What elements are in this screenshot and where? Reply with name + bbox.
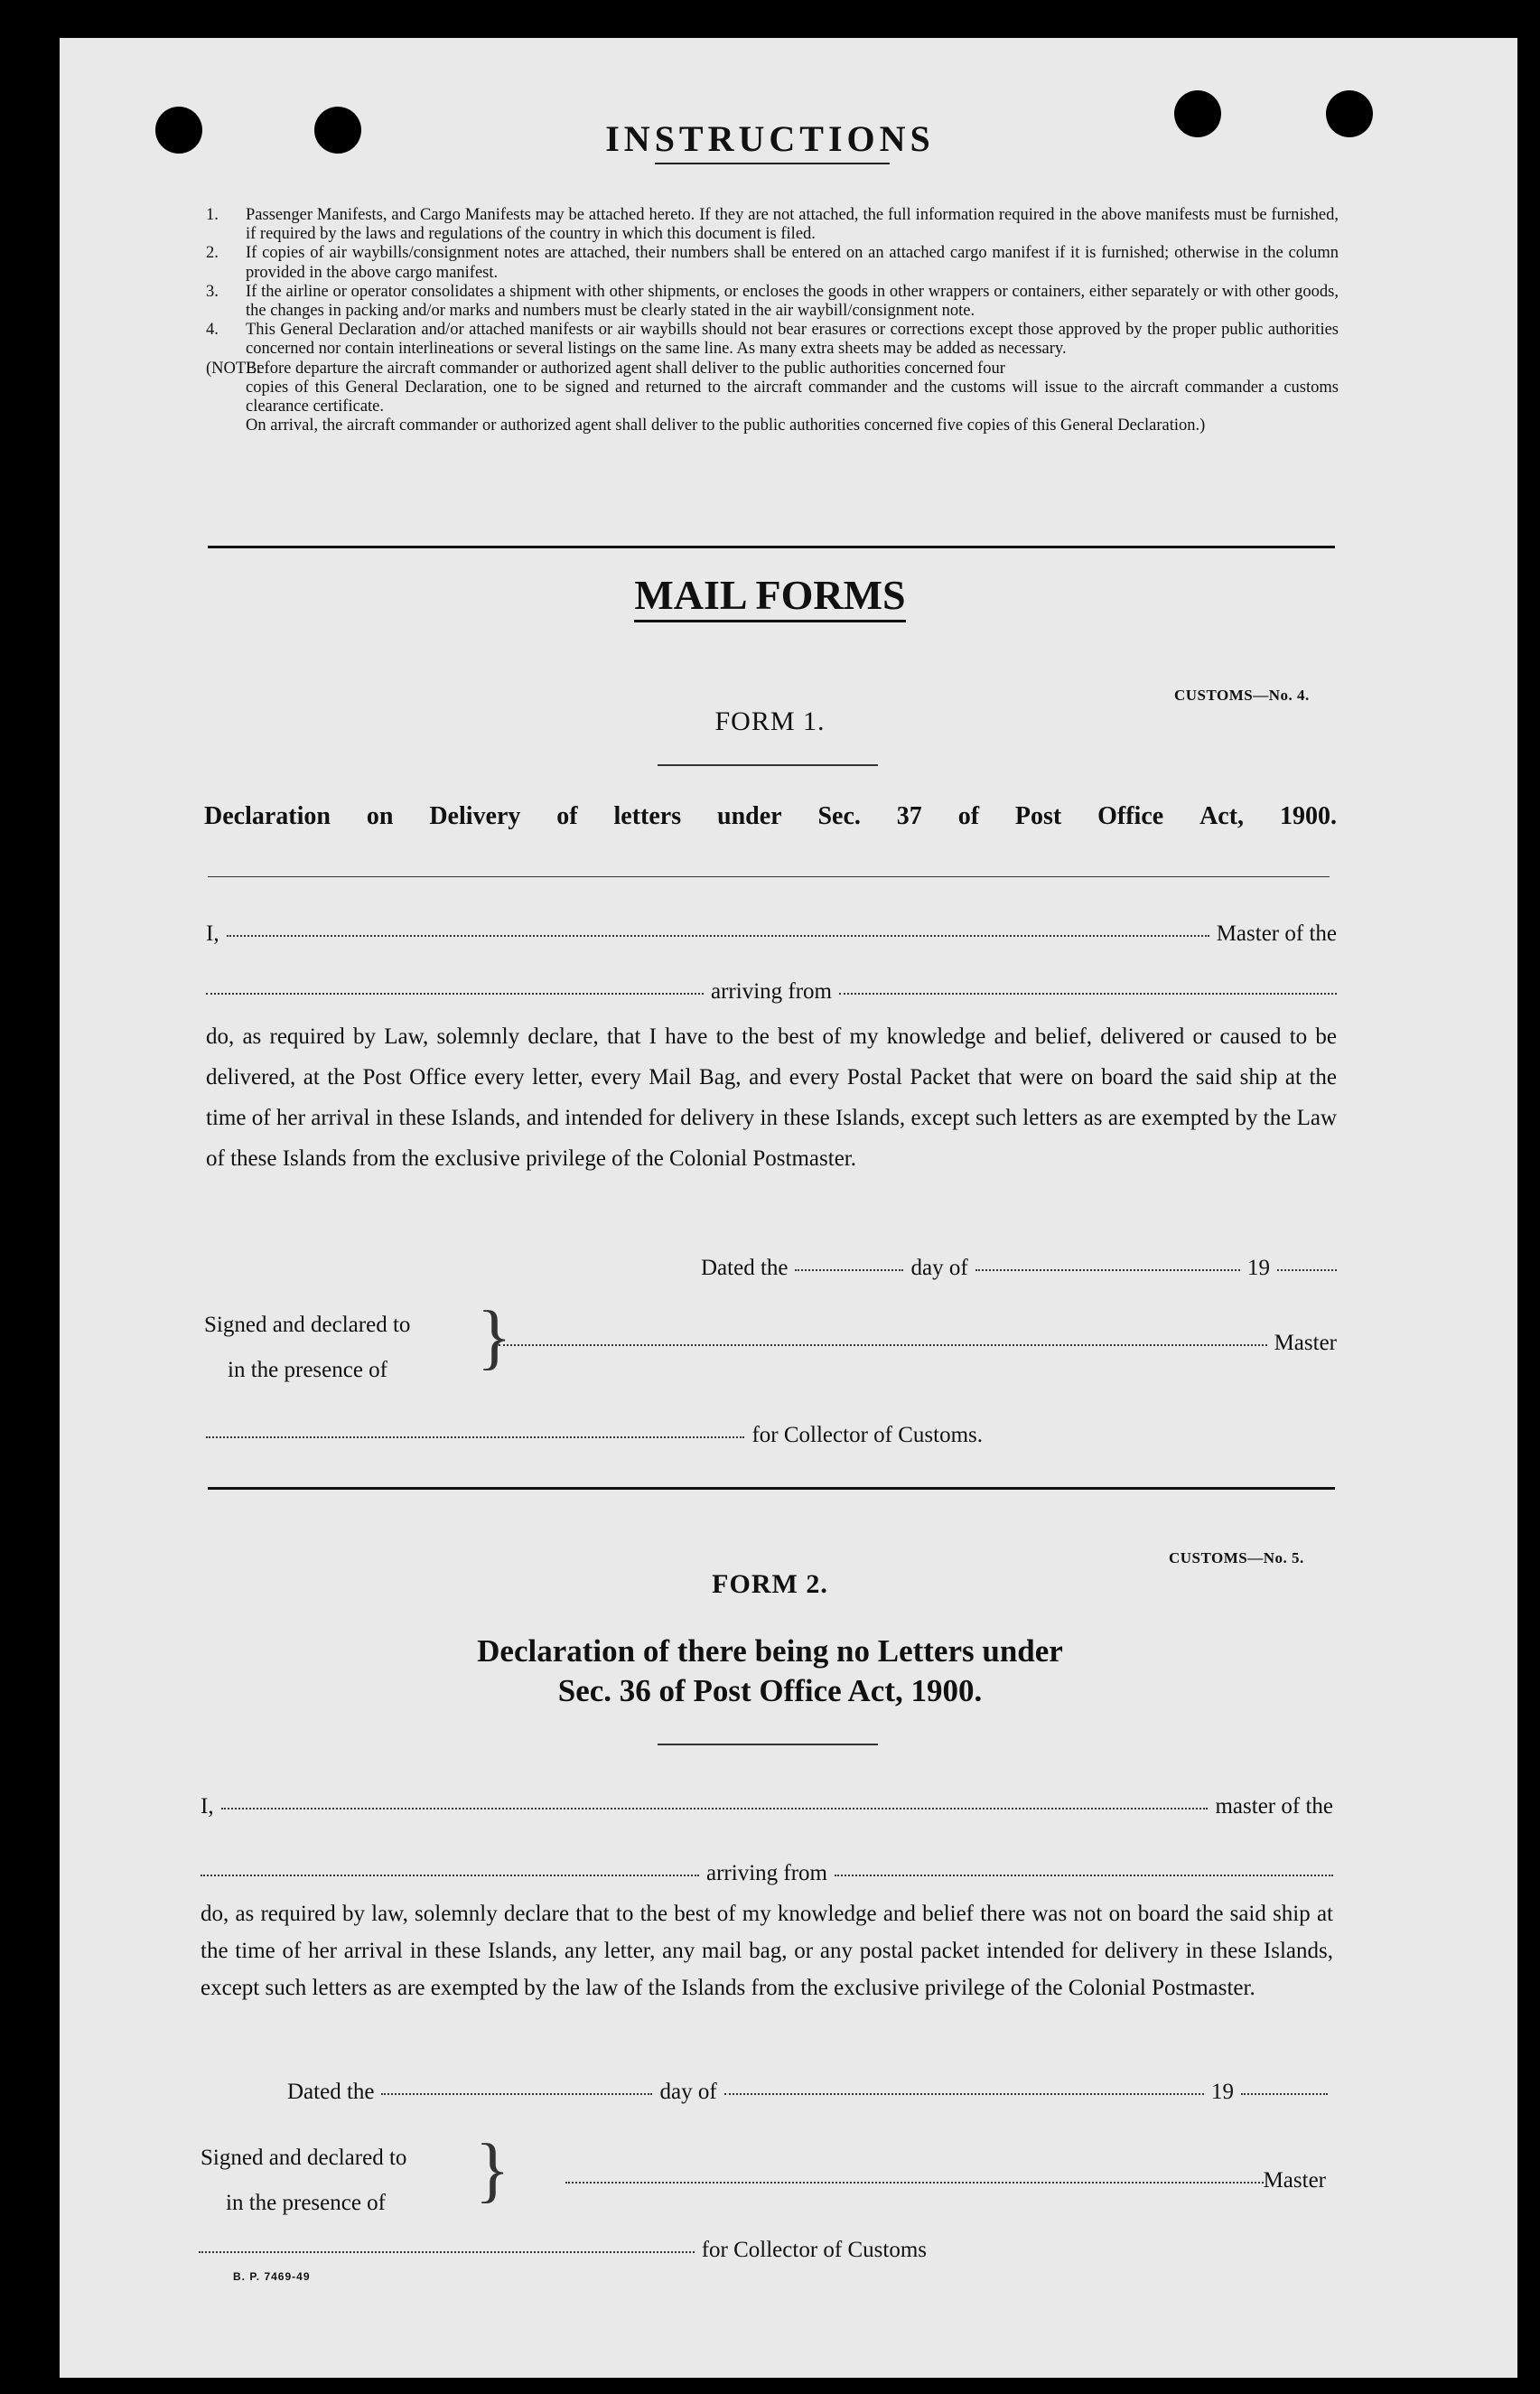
form2-signature-field[interactable] xyxy=(565,2182,1264,2184)
instructions-title-rule xyxy=(655,163,890,164)
form2-heading-rule xyxy=(658,1744,878,1745)
form2-origin-field[interactable] xyxy=(835,1875,1333,1876)
form1-origin-field[interactable] xyxy=(839,993,1337,995)
form2-name-field[interactable] xyxy=(221,1808,1209,1810)
form1-date-day-field[interactable] xyxy=(795,1269,903,1271)
instruction-item: 1. Passenger Manifests, and Cargo Manifests may be attached hereto. If they are not attached, the full information required in the above manifests must be furnished, if required by the laws and regulations of the country in which this document is filed. xyxy=(206,206,1339,244)
form2-customs-ref: CUSTOMS—No. 5. xyxy=(1169,1549,1304,1566)
form2-heading: Declaration of there being no Letters under Sec. 36 of Post Office Act, 1900. xyxy=(477,1633,1063,1708)
form1-brace: } xyxy=(477,1297,512,1377)
form2-body: do, as required by law, solemnly declare that to the best of my knowledge and belief there was not on board the said ship at the time of her arrival in these Islands, any letter, any mail bag, or any postal packet intended for delivery in these Islands, except such letters as are exempted by the law of the Islands from the exclusive privilege of the Colonial Postmaster. xyxy=(201,1902,1333,2000)
instruction-item: 3. If the airline or operator consolidates a shipment with other shipments, or encloses the goods in other wrappers or containers, either separately or with other goods, the changes in packing and/or marks and numbers must be clearly stated in the air waybill/consignment note. xyxy=(206,282,1339,321)
form1-ship-field[interactable] xyxy=(206,993,704,995)
form2-date-month-field[interactable] xyxy=(724,2093,1204,2095)
instructions-title: INSTRUCTIONS xyxy=(605,118,935,159)
instruction-note-arrival: On arrival, the aircraft commander or authorized agent shall deliver to the public authorities concerned five copies of this General Declaration.) xyxy=(246,416,1206,435)
form1-dated-line: Dated the day of 19 xyxy=(701,1256,1337,1281)
form2-brace: } xyxy=(475,2130,510,2210)
form1-date-year-field[interactable] xyxy=(1277,1269,1337,1271)
form1-customs-ref: CUSTOMS—No. 4. xyxy=(1174,687,1310,704)
instructions-list xyxy=(206,206,1339,435)
form1-body: do, as required by Law, solemnly declare, that I have to the best of my knowledge and belief, delivered or caused to be delivered, at the Post Office every letter, every Mail Bag, and every Postal Packet that were on board the said ship at the time of her arrival in these Islands, and intended for delivery in these Islands, except such letters as are exempted by the Law of these Islands from the exclusive privilege of the Colonial Postmaster. xyxy=(206,1024,1337,1171)
form2-date-year-field[interactable] xyxy=(1241,2093,1328,2095)
mail-forms-title: MAIL FORMS xyxy=(0,571,1540,619)
form2-arriving-line: arriving from xyxy=(201,1861,1333,1886)
form2-date-day-field[interactable] xyxy=(381,2093,652,2095)
form1-arriving-line: arriving from xyxy=(206,979,1337,1005)
form2-master-line: I, master of the xyxy=(201,1794,1333,1819)
section-divider xyxy=(208,1487,1335,1490)
form1-signature-field[interactable] xyxy=(499,1344,1267,1346)
form1-heading: Declaration on Delivery of letters under Sec. 37 of Post Office Act, 1900. xyxy=(204,802,1337,830)
form2-dated-line: Dated the day of 19 xyxy=(287,2080,1328,2105)
form1-signed-label: Signed and declared to in the presence of xyxy=(204,1313,411,1382)
instruction-note: (NOTE: Before departure the aircraft commander or authorized agent shall deliver to the public authorities concerned four xyxy=(206,359,1005,378)
form1-date-month-field[interactable] xyxy=(975,1269,1240,1271)
footer-code: B. P. 7469-49 xyxy=(233,2270,311,2283)
instruction-note-body: copies of this General Declaration, one to be signed and returned to the aircraft commander and the customs will issue to the aircraft commander a customs clearance certificate. xyxy=(246,378,1339,416)
form2-signed-label: Signed and declared to in the presence of xyxy=(201,2146,407,2215)
form1-title: FORM 1. xyxy=(714,706,826,736)
form2-collector-line: for Collector of Customs xyxy=(199,2238,927,2263)
form1-name-field[interactable] xyxy=(227,935,1209,937)
form1-master-line: I, Master of the xyxy=(206,921,1337,946)
instruction-item: 2. If copies of air waybills/consignment notes are attached, their numbers shall be entered on an attached cargo manifest if it is furnished; otherwise in the column provided in the above cargo manifest. xyxy=(206,244,1339,282)
section-divider xyxy=(208,546,1335,548)
form2-ship-field[interactable] xyxy=(201,1875,699,1876)
form1-heading-rule xyxy=(208,876,1330,877)
instruction-item: 4. This General Declaration and/or attached manifests or air waybills should not bear erasures or corrections except those approved by the proper public authorities concerned nor contain interlineations or several listings on the same line. As many extra sheets may be added as necessary. xyxy=(206,321,1339,359)
form1-title-rule xyxy=(658,764,878,766)
form2-collector-field[interactable] xyxy=(199,2251,695,2253)
form2-master-signature-line: Master xyxy=(565,2168,1326,2193)
form1-master-signature-line: Master xyxy=(499,1331,1337,1356)
form1-collector-field[interactable] xyxy=(206,1436,744,1438)
form1-collector-line: for Collector of Customs. xyxy=(206,1423,983,1448)
form2-title: FORM 2. xyxy=(712,1569,828,1599)
